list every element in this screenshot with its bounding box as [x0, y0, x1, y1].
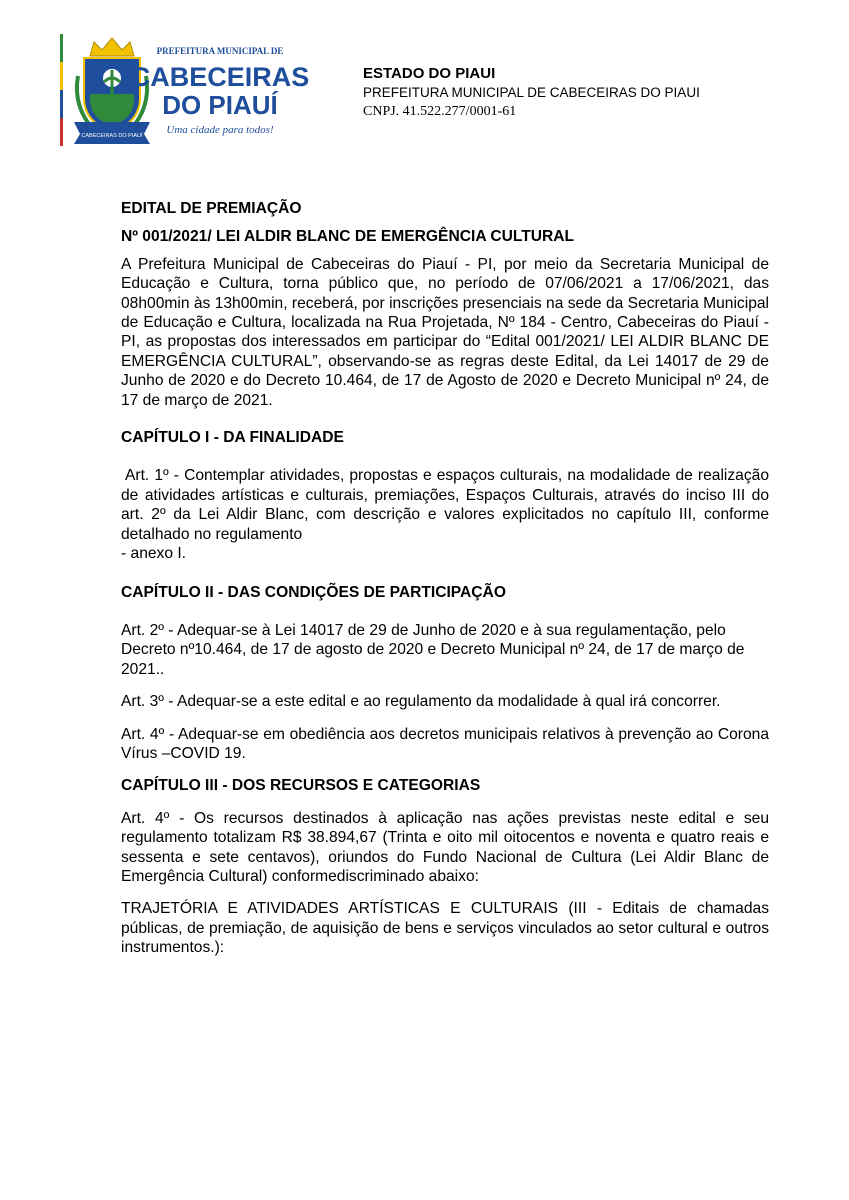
chapter-3-heading: CAPÍTULO III - DOS RECURSOS E CATEGORIAS	[121, 777, 481, 795]
logo-line2: CABECEIRAS	[130, 62, 310, 92]
logo-slogan: Uma cidade para todos!	[166, 124, 274, 136]
municipal-logo	[70, 36, 310, 148]
document-body	[121, 199, 769, 958]
color-bar	[60, 34, 63, 146]
header-block	[363, 64, 700, 121]
intro-paragraph: A Prefeitura Municipal de Cabeceiras do Piauí - PI, por meio da Secretaria Municipal de Educação e Cultura, torna público que, no período de 07/06/2021 a 17/06/2021, das 08h00min às 13h00min, receberá, por inscrições presenciais na sede da Secretaria Municipal de Educação e Cultura, localizada na Rua Projetada, Nº 184 - Centro, Cabeceiras do Piauí - PI, as propostas dos interessados em participar do “Edital 001/2021/ LEI ALDIR BLANC DE EMERGÊNCIA CULTURAL”, observando-se as regras deste Edital, da Lei 14017 de 29 de Junho de 2020 e do Decreto 10.464, de 17 de Agosto de 2020 e Decreto Municipal nº 24, de 17 de março de 2021.	[121, 255, 769, 409]
cnpj: CNPJ. 41.522.277/0001-61	[363, 104, 517, 119]
logo-line3: DO PIAUÍ	[162, 90, 278, 120]
chapter-2-heading: CAPÍTULO II - DAS CONDIÇÕES DE PARTICIPAÇÃO	[121, 583, 506, 601]
state-name: ESTADO DO PIAUI	[363, 65, 496, 82]
chapter-1-heading: CAPÍTULO I - DA FINALIDADE	[121, 429, 344, 447]
document-title: EDITAL DE PREMIAÇÃO	[121, 200, 302, 217]
article-4-resources: Art. 4º - Os recursos destinados à aplicação nas ações previstas neste edital e seu regulamento totalizam R$ 38.894,67 (Trinta e oito mil oitocentos e noventa e quatro reais e sessenta e sete centavos), oriundos do Fundo Nacional de Cultura (Lei Aldir Blanc de Emergência Cultural) conformediscriminado abaixo:	[121, 809, 769, 885]
logo-line1: PREFEITURA MUNICIPAL DE	[156, 46, 284, 56]
article-2: Art. 2º - Adequar-se à Lei 14017 de 29 de Junho de 2020 e à sua regulamentação, pelo Decreto nº10.464, de 17 de agosto de 2020 e Decreto Municipal nº 24, de 17 de março de 2021..	[121, 621, 745, 678]
category-paragraph: TRAJETÓRIA E ATIVIDADES ARTÍSTICAS E CULTURAIS (III - Editais de chamadas públicas, de premiação, de aquisição de bens e serviços vinculados ao setor cultural e outros instrumentos.):	[121, 900, 769, 957]
logo-ribbon: CABECEIRAS DO PIAUÍ	[81, 133, 143, 139]
article-1: Art. 1º - Contemplar atividades, propostas e espaços culturais, na modalidade de realização de atividades artísticas e culturais, premiações, Espaços Culturais, através do inciso III do art. 2º da Lei Aldir Blanc, com descrição e valores explicitados no capítulo III, conforme detalhado no regulamento	[121, 467, 769, 543]
article-3: Art. 3º - Adequar-se a este edital e ao regulamento da modalidade à qual irá concorrer.	[121, 693, 721, 711]
article-1-annex: - anexo I.	[121, 545, 187, 563]
prefeitura-name: PREFEITURA MUNICIPAL DE CABECEIRAS DO PIAUI	[363, 85, 700, 100]
document-subtitle: Nº 001/2021/ LEI ALDIR BLANC DE EMERGÊNCIA CULTURAL	[121, 228, 575, 246]
article-4: Art. 4º - Adequar-se em obediência aos decretos municipais relativos à prevenção ao Corona Vírus –COVID 19.	[121, 725, 769, 762]
